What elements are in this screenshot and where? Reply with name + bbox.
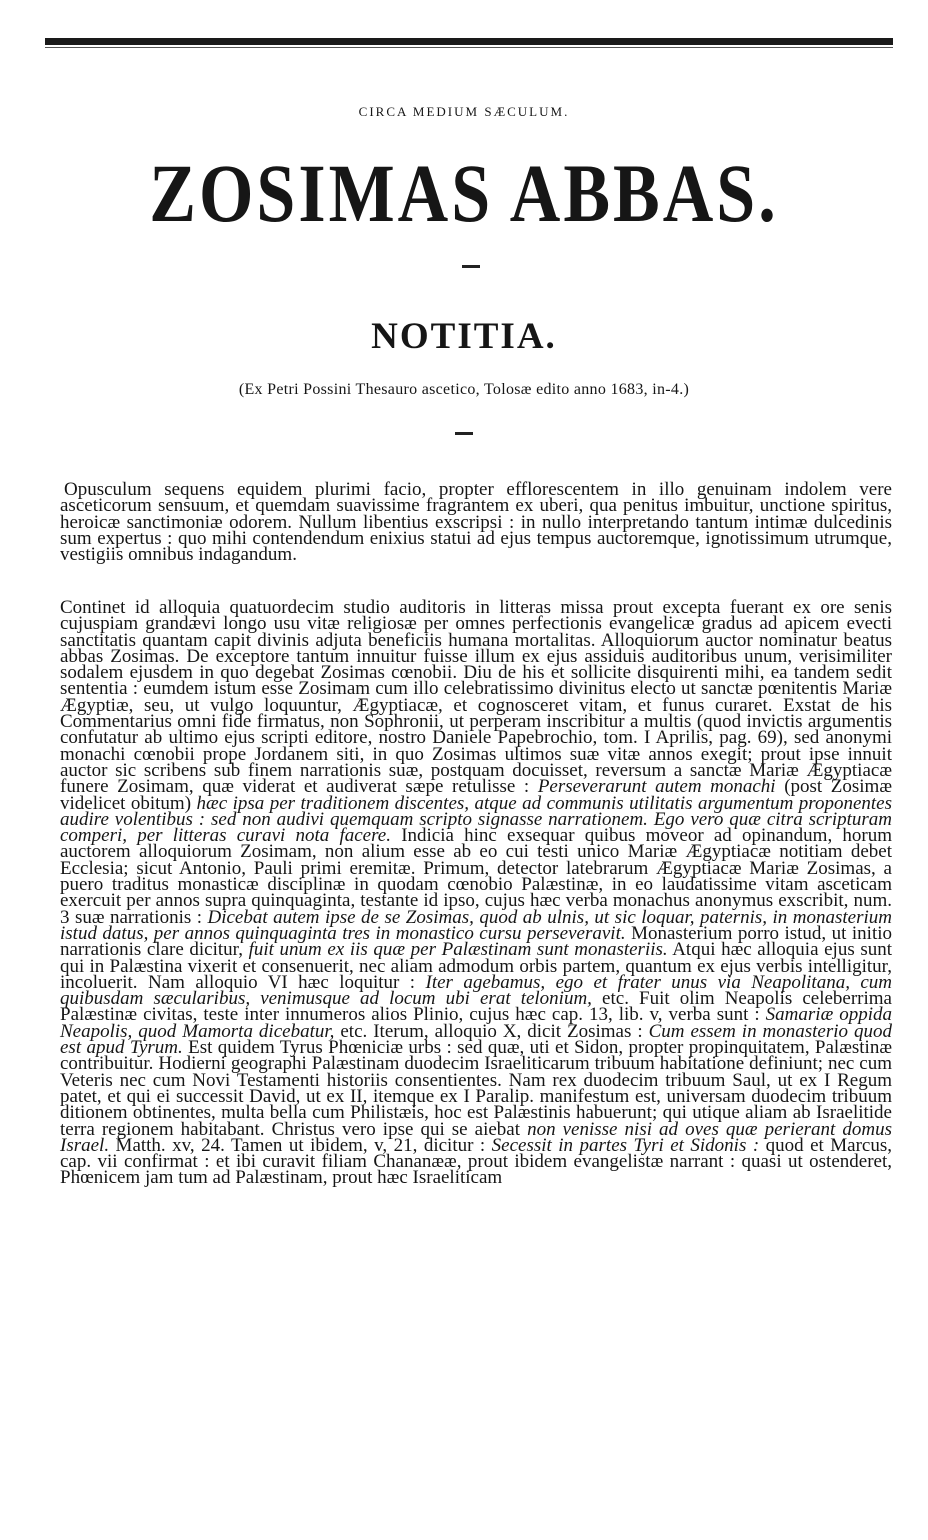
section-dash — [455, 432, 473, 435]
title-dash — [462, 265, 480, 268]
paragraph-2-text: quod et Marcus, cap. vii confirmat : et ibi curavit filiam Chananææ, prout ibidem evangelistæ narrant : quasi ut ostenderet, Phœnicem jam tum ad Palæstinam, prout hæc Israeliticam — [60, 1134, 893, 1189]
paragraph-2 — [60, 597, 893, 1189]
quotation: Samariæ oppida Neapolis, quod Mamorta dicebatur, — [60, 1004, 893, 1042]
quotation: Iter agebamus, ego et frater unus via Neapolitana, cum quibusdam sæcularibus, venimusque ad locum ubi erat telonium, — [60, 971, 893, 1010]
page-title: ZOSIMAS ABBAS. — [149, 149, 779, 241]
paragraph-2-text: etc. Iterum, alloquio X, dicit Zosimas : — [340, 1020, 643, 1042]
top-rule — [45, 38, 893, 45]
paragraph-2-text: Monasterium porro istud, ut initio narrationis clare dicitur, — [60, 922, 892, 961]
section-title: NOTITIA. — [371, 316, 557, 357]
paragraph-2-text: Matth. xv, 24. Tamen ut ibidem, v, 21, dicitur : — [115, 1134, 486, 1156]
running-head: CIRCA MEDIUM SÆCULUM. — [358, 104, 570, 119]
paragraph-2-text: Continet id alloquia quatuordecim studio auditoris in litteras missa prout excepta fuerant ex ore senis cujuspiam grandævi longo usu vitæ religiosæ per omnes perfectionis evangelicæ gradus ad apicem evecti sanctitatis quantam capit divinis adjuta beneficiis humana mortalitas. Alloquiorum auctor nominatur beatus abbas Zosimas. De exceptore tantum innuitur fuisse illum ex ejus assiduis auditoribus unum, verisimiliter sodalem ejusdem in quo degebat Zosimas cœnobii. Diu de his et sollicite disquirenti mihi, ea tandem sedit sententia : eumdem istum esse Zosimam cum illo celebratissimo divinitus electo ut sanctæ pœnitentis Mariæ Ægyptiæ, seu, ut vulgo loquuntur, Ægyptiacæ, et cognosceret vitam, et funus curaret. Exstat de his Commentarius omni fide firmatus, non Sophronii, ut perperam inscribitur a multis (quod invictis argumentis confutatur ab ultimo ejus scripti editore, nostro Daniele Papebrochio, tom. I Aprilis, pag. 69), sed anonymi monachi cœnobii prope Jordanem siti, in quo Zosimas ultimos suæ vitæ annos exegit; prout ipse innuit auctor sic scribens sub finem narrationis suæ, postquam docuisset, reversum a sanctæ Mariæ Ægyptiacæ funere Zosimam, quæ viderat et audiverat sæpe retulisse : — [60, 597, 892, 798]
quotation: Dicebat autem ipse de se Zosimas, quod ab ulnis, ut sic loquar, paternis, in monasterium istud datus, per annos quinquaginta tres in monastico cursu perseveravit. — [60, 906, 892, 944]
quotation: Cum essem in monasterio quod est apud Tyrum. — [60, 1020, 893, 1059]
quotation: hæc ipsa per traditionem discentes, atque ad communis utilitatis argumentum proponentes audire volentibus : sed non audivi quemquam scripto signasse narrationem. Ego vero quæ citra scripturam comperi, per litteras curavi nota facere. — [60, 792, 893, 847]
paragraph-2-text: Est quidem Tyrus Phœniciæ urbs : sed quæ, uti et Sidon, propter propinquitatem, Palæstinæ contribuitur. Hodierni geographi Palæstinam duodecim Israeliticarum tribuum habitatione definiunt; nec cum Veteris nec cum Novi Testamenti historiis consentientes. Nam rex duodecim tribuum Saul, ut ex I Regum patet, et qui ei successit David, ut ex II, itemque ex I Paralip. manifestum est, universam duodecim tribuum ditionem obtinentes, multa bella cum Philistæis, hoc est Palæstinis habuerunt; qui utique aliam ab Israelitide terra regionem habitabant. Christus vero ipse qui se aiebat — [60, 1037, 893, 1140]
quotation: non venisse nisi ad oves quæ perierant domus Israel. — [60, 1118, 893, 1156]
paragraph-1: Opusculum sequens equidem plurimi facio, propter efflorescentem in illo genuinam indolem vere asceticorum sensuum, et quemdam suavissime fragrantem ex uberi, qua penitus imbuitur, unctione spiritus, heroicæ sanctimoniæ odorem. Nullum libentius exscripsi : in nullo interpretando tantum intimæ dulcedinis sum expertus : quo mihi contendendum enixius statui ad ejus tempus auctoremque, ignotissimum utrumque, vestigiis omnibus indagandum. — [60, 479, 892, 566]
paragraph-2-text: etc. Fuit olim Neapolis celeberrima Palæstinæ civitas, teste inter innumeros alios Plinio, cujus hæc cap. 13, lib. v, verba sunt : — [60, 988, 892, 1026]
source-note: (Ex Petri Possini Thesauro ascetico, Tolosæ edito anno 1683, in-4.) — [238, 381, 690, 398]
paragraph-2-text: Atqui hæc alloquia ejus sunt qui in Palæstina vixerit et consenuerit, nec aliam admodum orbis partem, quantum ex ejus verbis intelligitur, incoluerit. Nam alloquio VI hæc loquitur : — [60, 939, 892, 993]
paragraph-2-text: Indicia hinc exsequar quibus moveor ad opinandum, horum auctorem alloquiorum Zosimam, non alium esse ab eo cui testi unico Mariæ Ægyptiacæ notitiam debet Ecclesia; sicut Antonio, Pauli primi eremitæ. Primum, detector latebrarum Ægyptiacæ Mariæ Zosimas, a puero traditus monasticæ disciplinæ in quodam cœnobio Palæstinæ, in eo laudatissime vitam asceticam exercuit per annos supra quinquaginta, testante id ipso, cujus hæc verba monachus anonymus exscribit, num. 3 suæ narrationis : — [60, 825, 893, 928]
quotation: Perseverarunt autem monachi — [537, 776, 776, 798]
top-rule-thin — [45, 47, 893, 48]
quotation: fuit unum ex iis quæ per Palæstinam sunt monasteriis. — [248, 939, 668, 961]
quotation: Secessit in partes Tyri et Sidonis : — [491, 1134, 760, 1156]
paragraph-2-text: (post Zosimæ videlicet obitum) — [60, 776, 893, 814]
